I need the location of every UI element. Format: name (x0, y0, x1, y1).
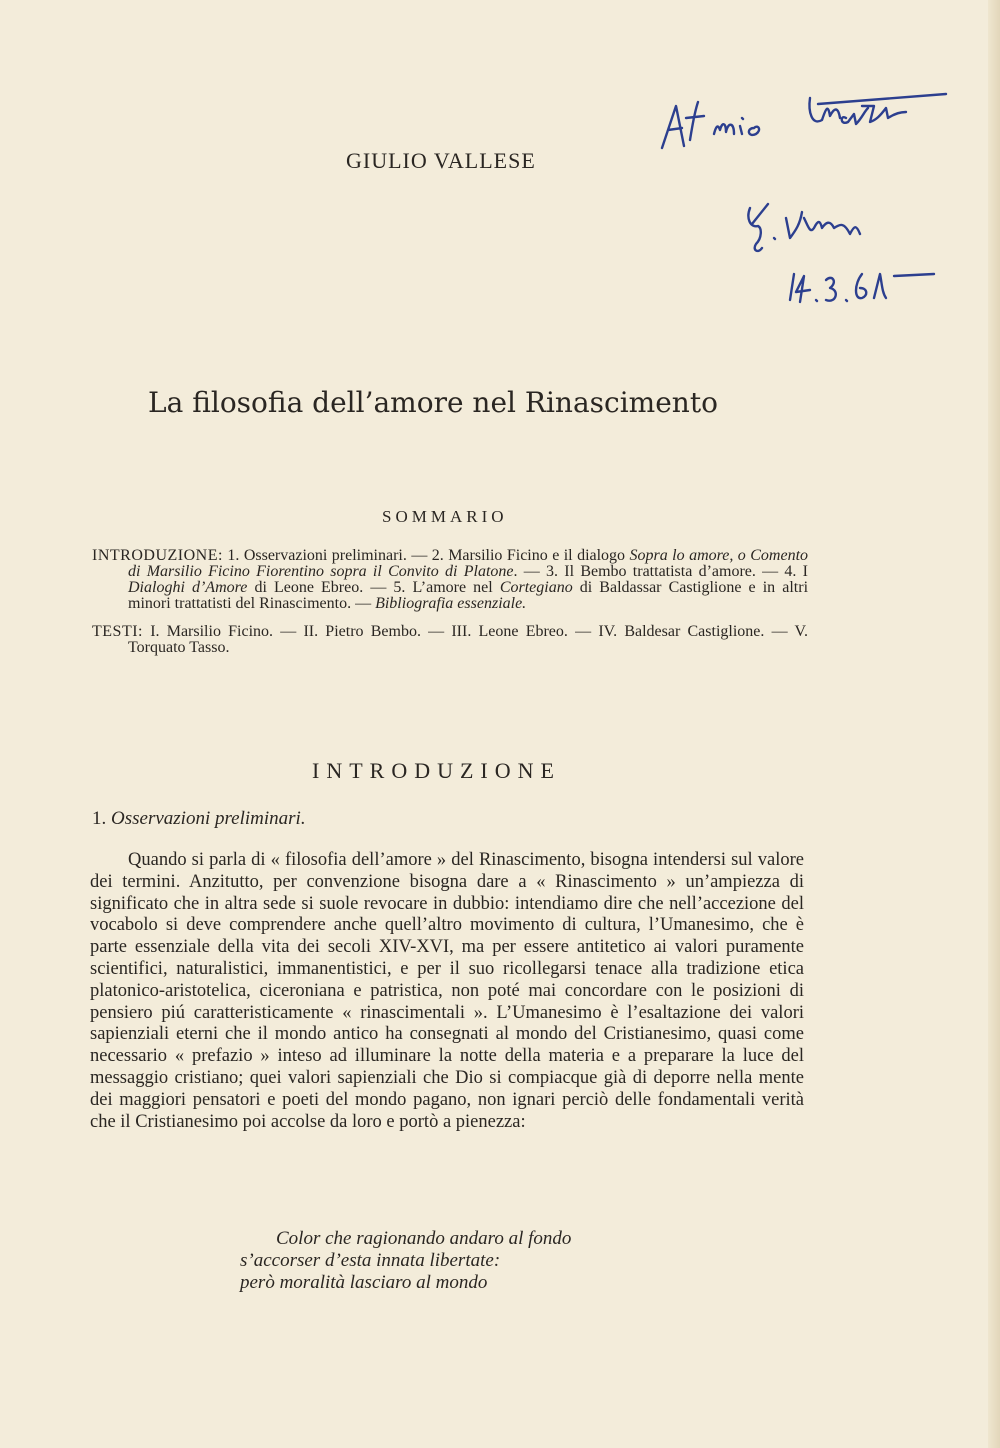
verse-line-1: Color che ragionando andaro al fondo (276, 1228, 572, 1249)
toc-intro-italic-3: Cortegiano (499, 579, 573, 596)
toc-intro-italic-1: Sopra lo amore, o Comento di Marsilio Ficino Fiorentino sopra il Convito di Platone (128, 547, 809, 580)
toc-intro-italic-4: Bibliografia essenziale. (375, 595, 527, 612)
verse-quote (240, 1228, 571, 1294)
subsection-number: 1. (92, 808, 107, 829)
toc-introduzione (92, 548, 808, 612)
verse-line-3: però moralità lasciaro al mondo (240, 1272, 488, 1293)
toc-intro-text-3: di Leone Ebreo. — 5. L’amore nel (247, 579, 500, 596)
toc-intro-text-2: . — 3. Il Bembo trattatista d’amore. — 4. I (513, 563, 809, 580)
toc-testi (92, 624, 808, 656)
toc-intro-text: 1. Osservazioni preliminari. — 2. Marsilio Ficino e il dialogo (227, 547, 630, 564)
book-title: La filosofia dell’amore nel Rinascimento (148, 386, 718, 419)
section-heading: INTRODUZIONE (312, 758, 561, 783)
table-of-contents (92, 548, 808, 656)
toc-intro-label: INTRODUZIONE: (92, 547, 223, 564)
page-edge (988, 0, 1000, 1448)
verse-line-2: s’accorser d’esta innata libertate: (240, 1250, 501, 1271)
toc-intro-italic-2: Dialoghi d’Amore (128, 579, 248, 596)
subsection-title: Osservazioni preliminari. (111, 808, 306, 829)
toc-testi-text: I. Marsilio Ficino. — II. Pietro Bembo. — III. Leone Ebreo. — IV. Baldesar Castiglione. — V. Torquato Tasso. (128, 623, 809, 656)
subsection-heading (92, 808, 306, 830)
toc-intro-text-4: di Baldassar Castiglione e in altri minori trattatisti del Rinascimento. — (128, 579, 809, 612)
body-text (90, 850, 804, 1133)
author-name: GIULIO VALLESE (346, 148, 536, 173)
sommario-heading: SOMMARIO (382, 507, 508, 526)
handwritten-dedication (650, 78, 960, 318)
body-paragraph: Quando si parla di « filosofia dell’amore » del Rinascimento, bisogna intendersi sul valore dei termini. Anzitutto, per convenzione bisogna dare a « Rinascimento » un’ampiezza di significato che in altra sede si suole revocare in dubbio: intendiamo dire che nell’accezione del vocabolo si deve comprendere anche quell’altro movimento di cultura, l’Umanesimo, che è parte essenziale della vita dei secoli XIV-XVI, ma per essere antitetico ai valori puramente scientifici, naturalistici, immanentistici, e per il suo ricollegarsi tenace alla tradizione etica platonico-aristotelica, ciceroniana e patristica, non poté mai concordare con le posizioni di pensiero piú caratteristicamente « rinascimentali ». L’Umanesimo è l’esaltazione dei valori sapienziali eterni che il mondo antico ha consegnati al mondo del Cristianesimo, quasi come necessario « prefazio » inteso ad illuminare la notte della materia e a preparare la luce del messaggio cristiano; quei valori sapienziali che Dio si compiacque già di deporre nella mente dei maggiori pensatori e poeti del mondo pagano, non ignari perciò delle fondamentali verità che il Cristianesimo poi accolse da loro e portò a pienezza: (90, 850, 804, 1132)
toc-testi-label: TESTI: (92, 623, 143, 640)
